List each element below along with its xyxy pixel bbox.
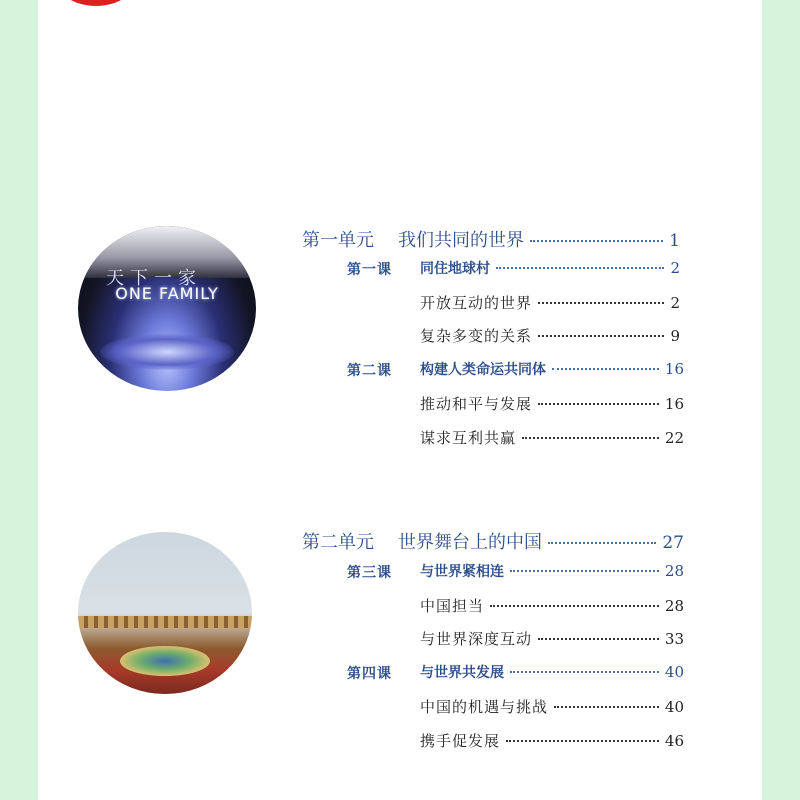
toc-topic[interactable] xyxy=(420,427,684,448)
lesson-label: 第三课 xyxy=(347,565,392,581)
lesson-title: 与世界紧相连 xyxy=(420,564,504,580)
leader-dots xyxy=(538,302,664,304)
leader-dots xyxy=(538,638,659,640)
lesson-page: 40 xyxy=(664,663,684,681)
leader-dots xyxy=(552,368,659,370)
leader-dots xyxy=(554,706,659,708)
toc-topic[interactable] xyxy=(420,696,684,717)
lesson-title: 同住地球村 xyxy=(420,261,490,277)
leader-dots xyxy=(496,267,664,269)
photo-caption-one-family: ONE FAMILY xyxy=(115,284,219,303)
unit-title: 我们共同的世界 xyxy=(398,230,524,251)
topic-page: 40 xyxy=(664,698,684,716)
toc-unit-1[interactable] xyxy=(302,226,680,252)
unit-page: 27 xyxy=(662,533,684,553)
lesson-label: 第四课 xyxy=(347,666,392,682)
lesson-label: 第二课 xyxy=(347,363,392,379)
lesson-page: 16 xyxy=(664,360,684,378)
unit-label: 第二单元 xyxy=(302,532,374,553)
topic-page: 46 xyxy=(664,732,684,750)
toc-topic[interactable] xyxy=(420,730,684,751)
lesson-title: 构建人类命运共同体 xyxy=(420,362,546,378)
toc-lesson-1[interactable] xyxy=(420,258,680,278)
topic-page: 2 xyxy=(670,294,680,312)
leader-dots xyxy=(522,437,659,439)
topic-page: 28 xyxy=(664,597,684,615)
topic-page: 9 xyxy=(670,327,680,345)
toc-unit-2[interactable] xyxy=(302,528,684,554)
photo-caption-chars: 天下一家 xyxy=(106,268,202,289)
unit-page: 1 xyxy=(669,231,680,251)
lesson-page: 2 xyxy=(670,259,680,277)
toc-topic[interactable] xyxy=(420,595,684,616)
toc-topic[interactable] xyxy=(420,628,684,649)
toc-topic[interactable] xyxy=(420,325,680,346)
topic-title: 复杂多变的关系 xyxy=(420,327,533,345)
unit-label: 第一单元 xyxy=(302,230,374,251)
topic-title: 中国担当 xyxy=(420,597,485,615)
toc-lesson-4[interactable] xyxy=(420,662,684,682)
topic-page: 16 xyxy=(664,395,684,413)
leader-dots xyxy=(538,403,659,405)
topic-page: 33 xyxy=(664,630,684,648)
topic-title: 携手促发展 xyxy=(420,732,501,750)
leader-dots xyxy=(510,671,659,673)
toc-topic[interactable] xyxy=(420,393,684,414)
leader-dots xyxy=(548,542,656,544)
topic-title: 中国的机遇与挑战 xyxy=(420,698,549,716)
topic-title: 推动和平与发展 xyxy=(420,395,533,413)
leader-dots xyxy=(506,740,659,742)
topic-page: 22 xyxy=(664,429,684,447)
topic-title: 谋求互利共赢 xyxy=(420,429,517,447)
lesson-page: 28 xyxy=(664,562,684,580)
unit-title: 世界舞台上的中国 xyxy=(398,532,542,553)
topic-title: 与世界深度互动 xyxy=(420,630,533,648)
topic-title: 开放互动的世界 xyxy=(420,294,533,312)
toc-lesson-2[interactable] xyxy=(420,359,684,379)
lesson-label: 第一课 xyxy=(347,262,392,278)
toc-topic[interactable] xyxy=(420,292,680,313)
lesson-title: 与世界共发展 xyxy=(420,665,504,681)
leader-dots xyxy=(510,570,659,572)
leader-dots xyxy=(530,240,663,242)
toc-lesson-3[interactable] xyxy=(420,561,684,581)
leader-dots xyxy=(538,335,664,337)
leader-dots xyxy=(490,605,659,607)
